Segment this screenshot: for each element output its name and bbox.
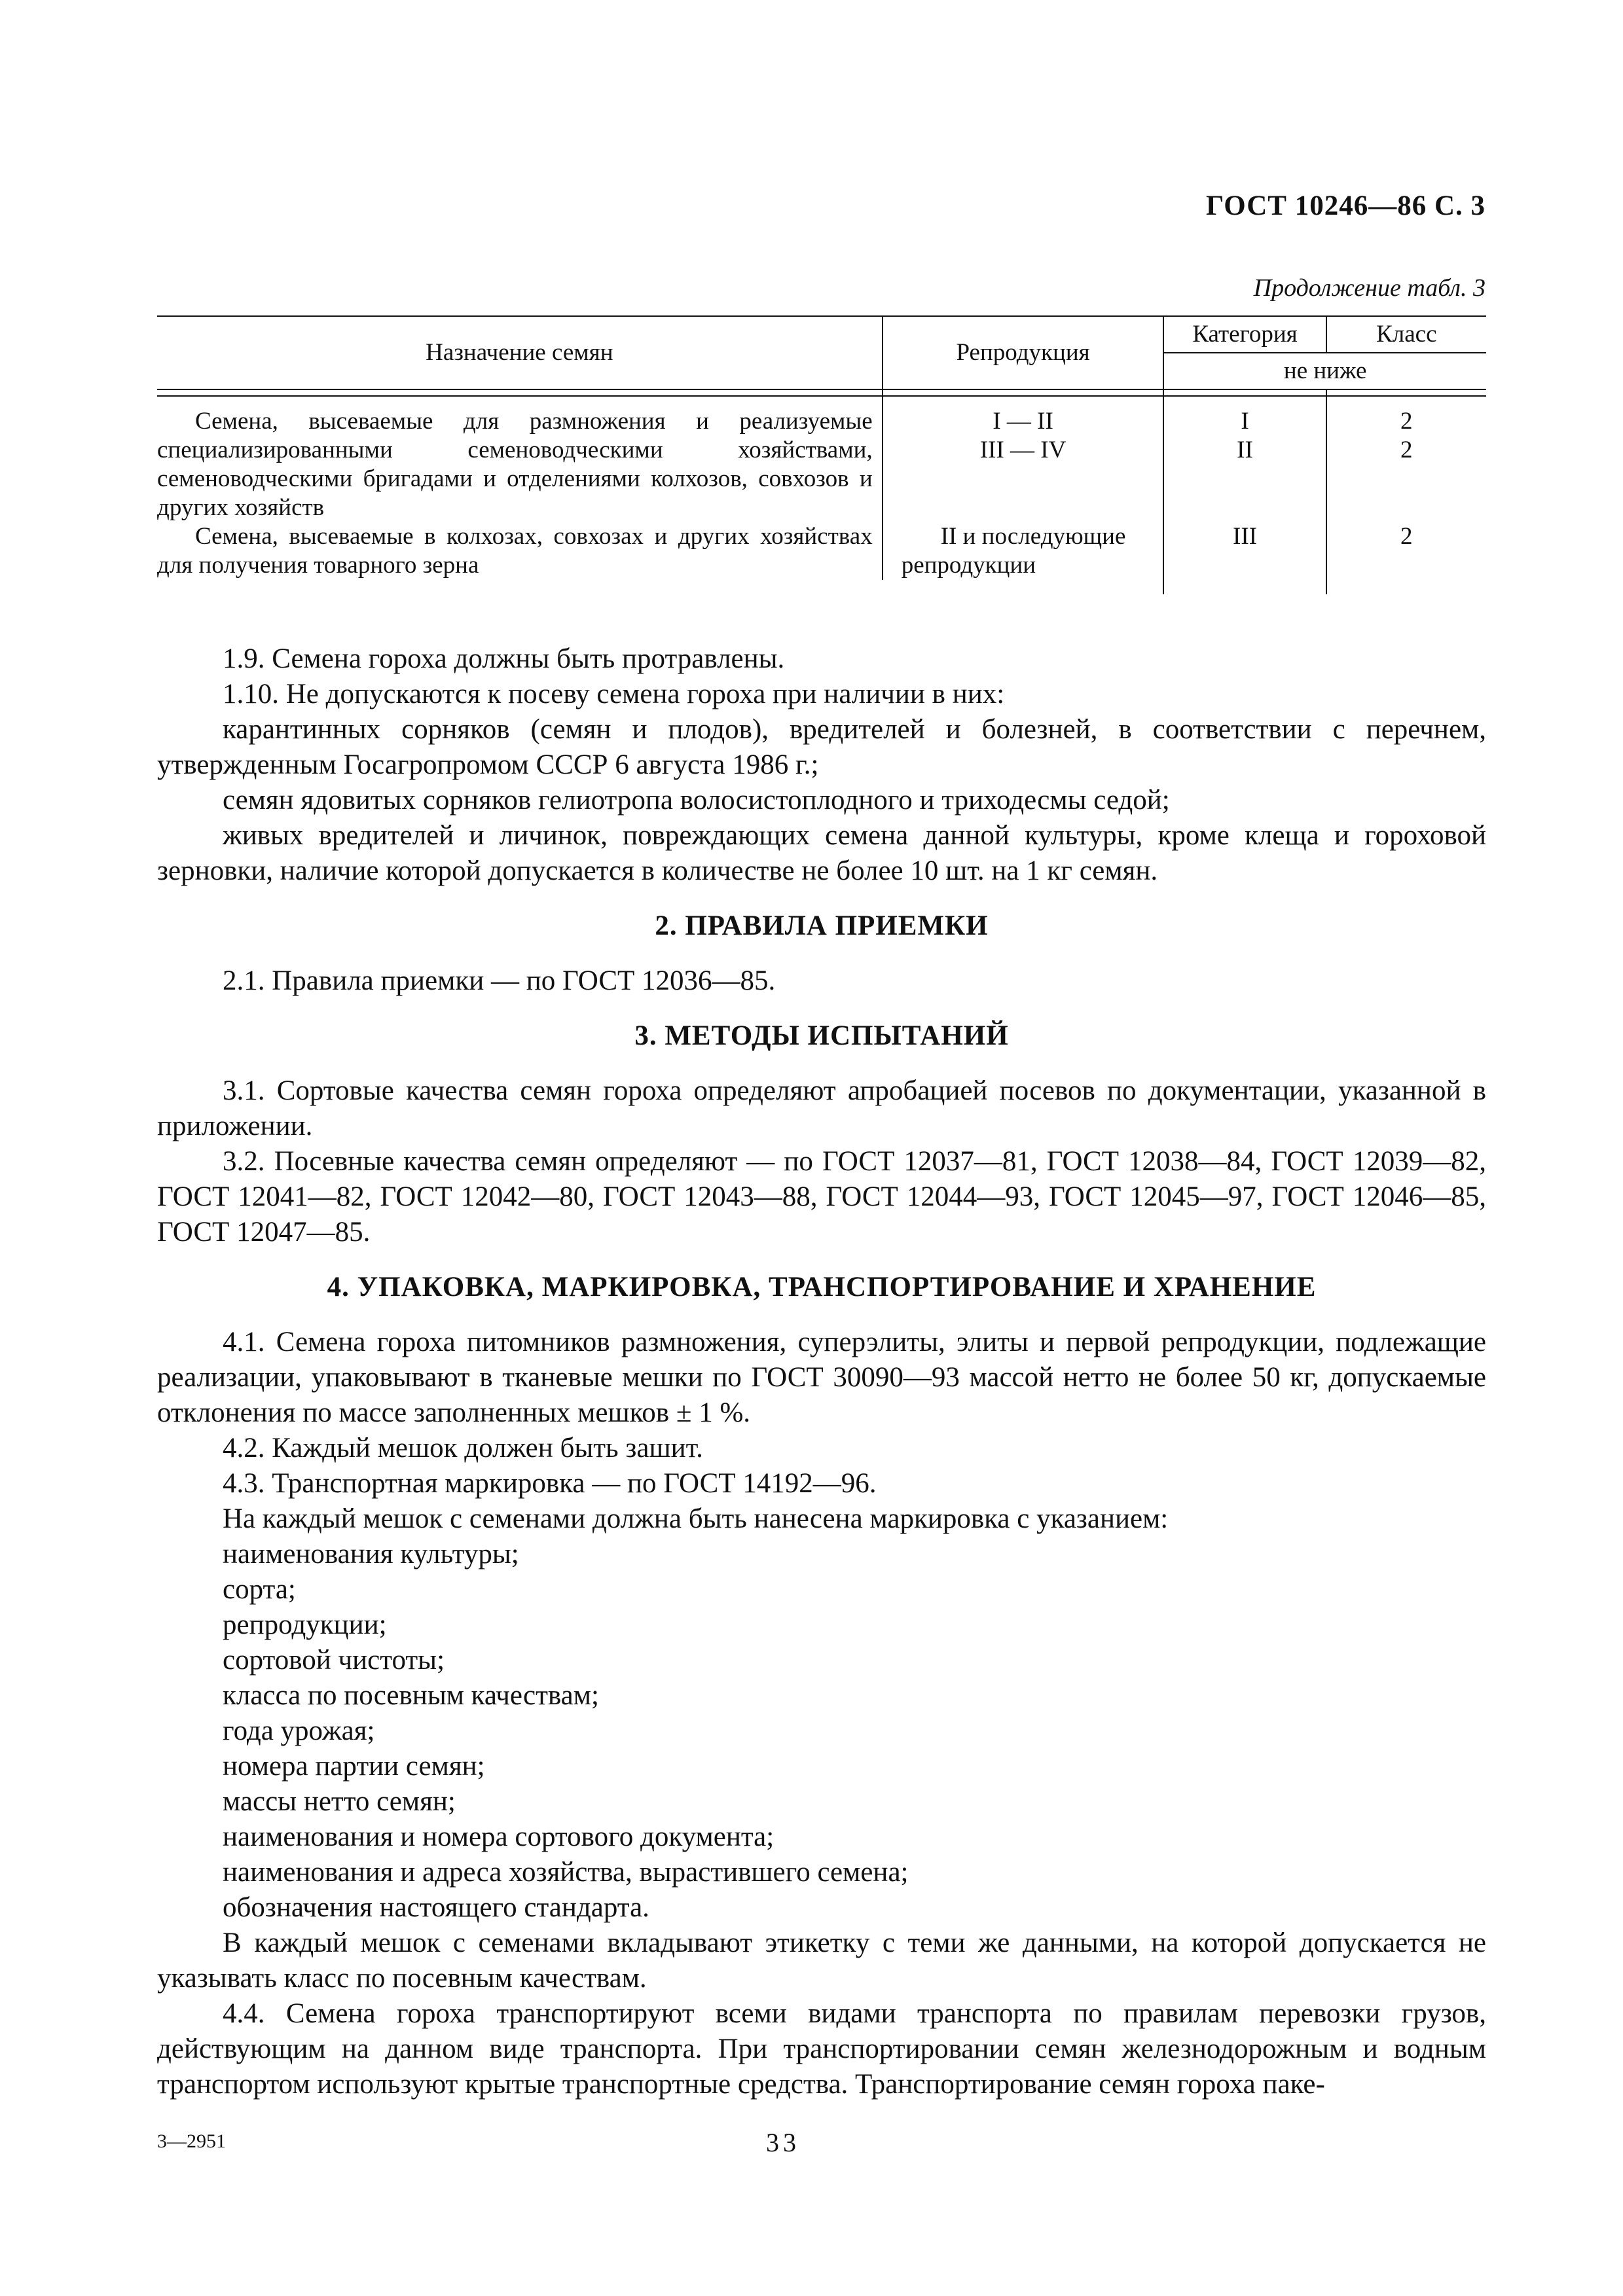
col-header-not-lower: не ниже [1283, 357, 1367, 384]
row-reproduction: II и последующие [940, 523, 1126, 550]
paragraph-4-1: 4.1. Семена гороха питомников размножения, суперэлиты, элиты и первой репродукции, подлежащие реализации, упаковывают в тканевые мешки по ГОСТ 30090—93 массой нетто не более 50 кг, допускаемые отклонения по массе заполненных мешков ± 1 %. [157, 1327, 1486, 1428]
list-item: наименования и адреса хозяйства, вырастившего семена; [223, 1857, 909, 1888]
row-category: III [1233, 523, 1257, 550]
col-header-purpose: Назначение семян [157, 316, 883, 389]
list-item: обозначения настоящего стандарта. [223, 1892, 649, 1923]
paragraph-1-10-item: живых вредителей и личинок, повреждающих семена данной культуры, кроме клеща и гороховой зерновки, наличие которой допускается в количестве не более 10 шт. на 1 кг семян. [157, 820, 1486, 886]
list-item: года урожая; [223, 1715, 375, 1746]
paragraph-1-9: 1.9. Семена гороха должны быть протравлены. [223, 643, 785, 674]
list-item: класса по посевным качествам; [223, 1680, 599, 1711]
paragraph-3-2: 3.2. Посевные качества семян определяют — по ГОСТ 12037—81, ГОСТ 12038—84, ГОСТ 12039—82, ГОСТ 12041—82, ГОСТ 12042—80, ГОСТ 12043—88, ГОСТ 12044—93, ГОСТ 12045—97, ГОСТ 12046—85, ГОСТ 12047—85. [157, 1146, 1486, 1247]
paragraph-4-3-intro: На каждый мешок с семенами должна быть нанесена маркировка с указанием: [223, 1503, 1169, 1534]
paragraph-2-1: 2.1. Правила приемки — по ГОСТ 12036—85. [223, 965, 776, 996]
document-body [157, 641, 1486, 2102]
row-reproduction: репродукции [901, 552, 1036, 579]
paragraph-4-2: 4.2. Каждый мешок должен быть зашит. [223, 1433, 703, 1463]
paragraph-3-1: 3.1. Сортовые качества семян гороха определяют апробацией посевов по документации, указанной в приложении. [157, 1075, 1486, 1141]
page-number: 33 [766, 2128, 800, 2157]
page-header: ГОСТ 10246—86 С. 3 [1205, 190, 1486, 221]
list-item: сорта; [223, 1574, 296, 1605]
list-item: репродукции; [223, 1609, 387, 1640]
paragraph-1-10-item: семян ядовитых сорняков гелиотропа волосистоплодного и триходесмы седой; [223, 785, 1170, 816]
row-reproduction: I — II [993, 408, 1053, 435]
paragraph-1-10: 1.10. Не допускаются к посеву семена гороха при наличии в них: [223, 679, 1005, 709]
table-row [157, 407, 1486, 522]
table-row [157, 522, 1486, 580]
list-item: сортовой чистоты; [223, 1645, 445, 1676]
col-header-category: Категория [1163, 316, 1326, 353]
list-item: номера партии семян; [223, 1751, 485, 1782]
row-class: 2 [1400, 437, 1413, 463]
row-purpose: Семена, высеваемые для размножения и реализуемые специализированными семеноводческими хозяйствами, семеноводческими бригадами и отделениями колхозов, совхозов и других хозяйств [157, 407, 883, 522]
list-item: наименования и номера сортового документа; [223, 1821, 775, 1852]
row-category: I [1241, 408, 1249, 435]
row-category: II [1237, 437, 1253, 463]
table-continuation-label: Продолжение табл. 3 [1253, 274, 1486, 302]
row-class: 2 [1400, 523, 1413, 550]
seed-class-table [157, 315, 1486, 594]
col-header-class: Класс [1326, 316, 1486, 353]
section-title: 4. УПАКОВКА, МАРКИРОВКА, ТРАНСПОРТИРОВАНИЕ И ХРАНЕНИЕ [327, 1272, 1317, 1302]
section-title: 2. ПРАВИЛА ПРИЕМКИ [655, 910, 989, 941]
list-item: наименования культуры; [223, 1539, 519, 1570]
paragraph-4-3: 4.3. Транспортная маркировка — по ГОСТ 14192—96. [223, 1468, 877, 1499]
paragraph-1-10-item: карантинных сорняков (семян и плодов), вредителей и болезней, в соответствии с перечнем, утвержденным Госагропромом СССР 6 августа 1986 г.; [157, 714, 1486, 780]
row-class: 2 [1400, 408, 1413, 435]
section-title: 3. МЕТОДЫ ИСПЫТАНИЙ [634, 1020, 1009, 1051]
paragraph-4-3-label: В каждый мешок с семенами вкладывают этикетку с теми же данными, на которой допускается не указывать класс по посевным качествам. [157, 1928, 1486, 1994]
list-item: массы нетто семян; [223, 1786, 456, 1817]
row-purpose: Семена, высеваемые в колхозах, совхозах и других хозяйствах для получения товарного зерна [157, 522, 883, 580]
col-header-reproduction: Репродукция [883, 316, 1164, 389]
footer-print-code: 3—2951 [157, 2130, 226, 2152]
row-reproduction: III — IV [979, 437, 1067, 463]
paragraph-4-4: 4.4. Семена гороха транспортируют всеми видами транспорта по правилам перевозки грузов, действующим на данном виде транспорта. При транспортировании семян железнодорожным и водным транспортом используют крытые транспортные средства. Транспортирование семян гороха паке- [157, 1998, 1486, 2100]
